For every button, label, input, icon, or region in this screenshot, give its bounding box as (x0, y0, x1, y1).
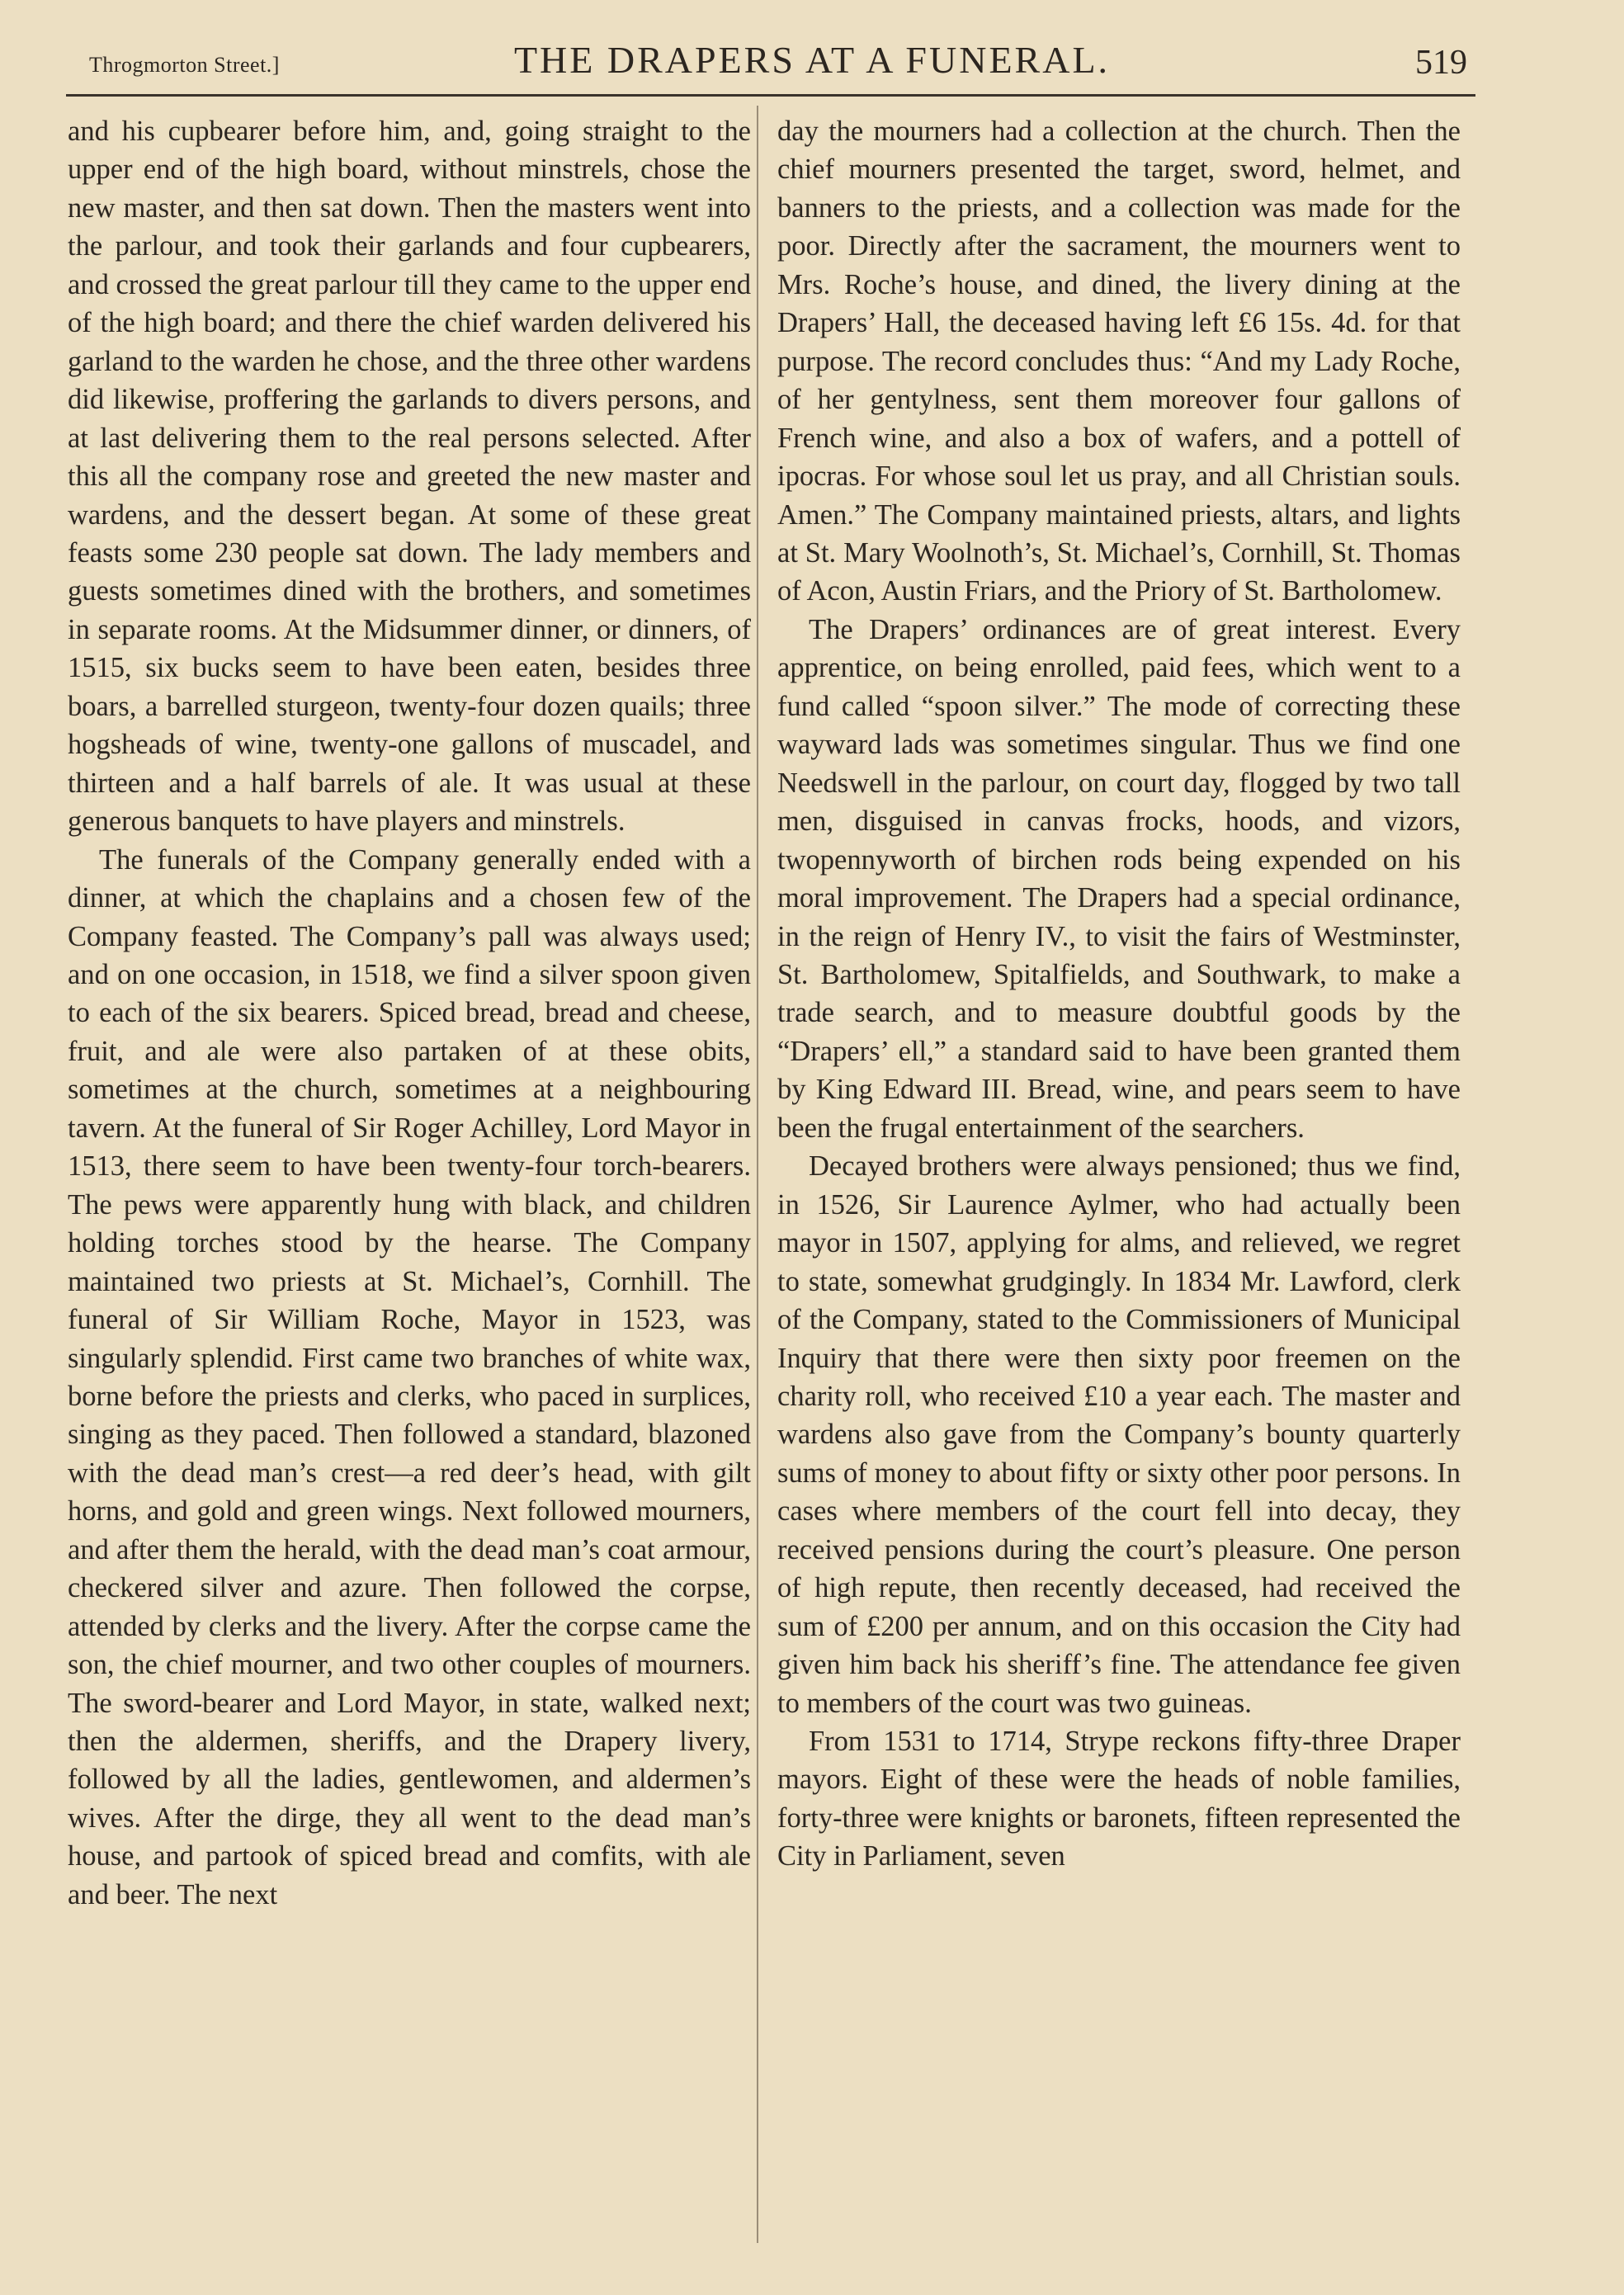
column-divider (757, 106, 758, 2243)
left-paragraph-2: The funerals of the Company generally ended with a dinner, at which the chaplains and a chosen few of the Company feasted. The Company’s pall was always used; and on one occasion, in 1518, we find a silver spoon given to each of the six bearers. Spiced bread, bread and cheese, fruit, and ale were also partaken of at these obits, sometimes at the church, sometimes at a neighbouring tavern. At the funeral of Sir Roger Achilley, Lord Mayor in 1513, there seem to have been twenty-four torch-bearers. The pews were apparently hung with black, and children holding torches stood by the hearse. The Company maintained two priests at St. Michael’s, Cornhill. The funeral of Sir William Roche, Mayor in 1523, was singularly splendid. First came two branches of white wax, borne before the priests and clerks, who paced in surplices, singing as they paced. Then followed a standard, blazoned with the dead man’s crest—a red deer’s head, with gilt horns, and gold and green wings. Next followed mourners, and after them the herald, with the dead man’s coat armour, checkered silver and azure. Then followed the corpse, attended by clerks and the livery. After the corpse came the son, the chief mourner, and two other couples of mourners. The sword-bearer and Lord Mayor, in state, walked next; then the aldermen, sheriffs, and the Drapery livery, followed by all the ladies, gentlewomen, and aldermen’s wives. After the dirge, they all went to the dead man’s house, and partook of spiced bread and comfits, with ale and beer. The next (68, 843, 751, 1910)
right-paragraph-4: From 1531 to 1714, Strype reckons fifty-three Draper mayors. Eight of these were the heads of noble families, forty-three were knights or baronets, fifteen represented the City in Parliament, seven (777, 1726, 1461, 1872)
right-paragraph-1: day the mourners had a collection at the church. Then the chief mourners presented the target, sword, helmet, and banners to the priests, and a collection was made for the poor. Directly after the sacrament, the mourners went to Mrs. Roche’s house, and dined, the livery dining at the Drapers’ Hall, the deceased having left £6 15s. 4d. for that purpose. The record concludes thus: “And my Lady Roche, of her gentylness, sent them moreover four gallons of French wine, and also a box of wafers, and a pottell of ipocras. For whose soul let us pray, and all Christian souls. Amen.” The Company maintained priests, altars, and lights at St. Mary Woolnoth’s, St. Michael’s, Cornhill, St. Thomas of Acon, Austin Friars, and the Priory of St. Bartholomew. (777, 116, 1461, 607)
left-column (68, 112, 751, 1914)
running-head: Throgmorton Street.] (89, 53, 280, 77)
left-paragraph-1: and his cupbearer before him, and, going straight to the upper end of the high board, without minstrels, chose the new master, and then sat down. Then the masters went into the parlour, and took their garlands and four cupbearers, and crossed the great parlour till they came to the upper end of the high board; and there the chief warden delivered his garland to the warden he chose, and the three other wardens did likewise, proffering the garlands to divers persons, and at last delivering them to the real persons selected. After this all the company rose and greeted the new master and wardens, and the dessert began. At some of these great feasts some 230 people sat down. The lady members and guests sometimes dined with the brothers, and sometimes in separate rooms. At the Midsummer dinner, or dinners, of 1515, six bucks seem to have been eaten, besides three boars, a barrelled sturgeon, twenty-four dozen quails; three hogsheads of wine, twenty-one gallons of muscadel, and thirteen and a half barrels of ale. It was usual at these generous banquets to have players and minstrels. (68, 116, 751, 838)
page-header (0, 0, 1624, 103)
page-number: 519 (1415, 44, 1467, 82)
right-paragraph-3: Decayed brothers were always pensioned; thus we find, in 1526, Sir Laurence Aylmer, who had actually been mayor in 1507, applying for alms, and relieved, we regret to state, somewhat grudgingly. In 1834 Mr. Lawford, clerk of the Company, stated to the Commissioners of Municipal Inquiry that there were then sixty poor freemen on the charity roll, who received £10 a year each. The master and wardens also gave from the Company’s bounty quarterly sums of money to about fifty or sixty other poor persons. In cases where members of the court fell into decay, they received pensions during the court’s pleasure. One person of high repute, then recently deceased, had received the sum of £200 per annum, and on this occasion the City had given him back his sheriff’s fine. The attendance fee given to members of the court was two guineas. (777, 1150, 1461, 1719)
header-rule (66, 94, 1475, 97)
right-column (777, 112, 1461, 1876)
page-title: THE DRAPERS AT A FUNERAL. (513, 39, 1111, 81)
right-paragraph-2: The Drapers’ ordinances are of great interest. Every apprentice, on being enrolled, paid fees, which went to a fund called “spoon silver.” The mode of correcting these wayward lads was sometimes singular. Thus we find one Needswell in the parlour, on court day, flogged by two tall men, disguised in canvas frocks, hoods, and vizors, twopennyworth of birchen rods being expended on his moral improvement. The Drapers had a special ordinance, in the reign of Henry IV., to visit the fairs of Westminster, St. Bartholomew, Spitalfields, and Southwark, to make a trade search, and to measure doubtful goods by the “Drapers’ ell,” a standard said to have been granted them by King Edward III. Bread, wine, and pears seem to have been the frugal entertainment of the searchers. (777, 613, 1461, 1144)
